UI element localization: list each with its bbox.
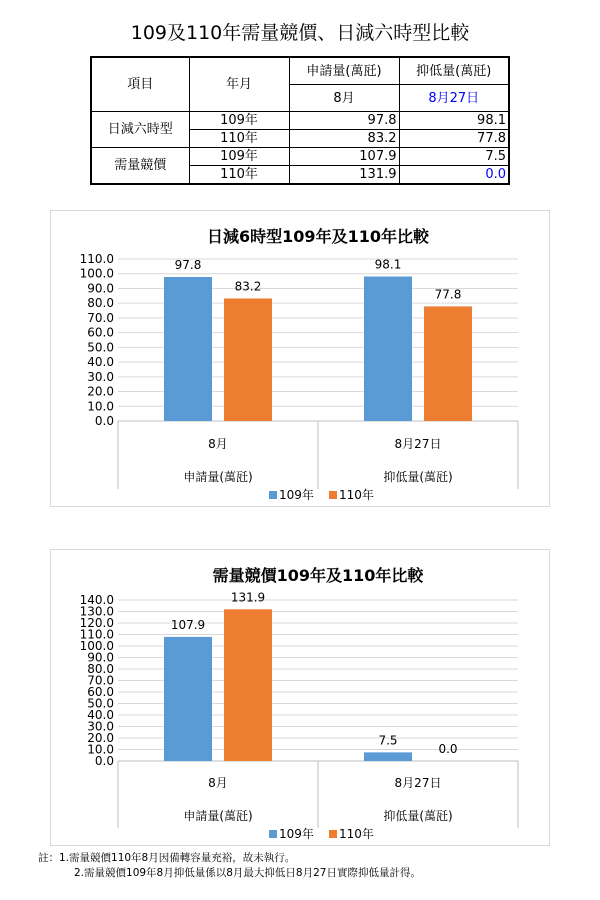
x-group-label: 抑低量(萬瓩) [383, 470, 453, 484]
chart-daily-reduction [50, 210, 550, 507]
y-tick-label: 70.0 [87, 673, 114, 688]
y-tick-label: 50.0 [87, 696, 114, 711]
data-label: 131.9 [230, 590, 266, 605]
header-cut-date: 8月27日 [399, 85, 509, 112]
legend-swatch [329, 491, 337, 499]
header-item: 項目 [91, 57, 189, 112]
x-category-label: 8月 [208, 776, 228, 790]
row-apply-value: 83.2 [289, 130, 399, 148]
y-tick-label: 20.0 [87, 384, 114, 399]
footnotes [38, 851, 421, 881]
y-tick-label: 80.0 [87, 662, 114, 676]
bar-109年-8月27日 [364, 752, 412, 761]
y-tick-label: 100.0 [79, 639, 114, 653]
x-group-label: 申請量(萬瓩) [183, 809, 253, 823]
y-tick-label: 60.0 [87, 685, 114, 699]
y-tick-label: 130.0 [79, 604, 114, 619]
y-tick-label: 90.0 [87, 281, 114, 296]
data-label: 0.0 [438, 742, 458, 756]
y-tick-label: 40.0 [87, 708, 114, 722]
x-group-label: 申請量(萬瓩) [183, 470, 253, 484]
bar-110年-8月 [224, 298, 272, 421]
x-category-label: 8月 [208, 437, 228, 451]
header-apply: 申請量(萬瓩) [289, 57, 399, 85]
legend-entry: 109年 [279, 827, 314, 841]
data-label: 83.2 [234, 279, 262, 294]
header-cut: 抑低量(萬瓩) [399, 57, 509, 85]
row-group-label: 日減六時型 [91, 112, 189, 148]
chart-title: 日減6時型109年及110年比較 [207, 227, 429, 246]
row-group-label: 需量競價 [91, 148, 189, 185]
chart-daily-reduction-svg [51, 211, 549, 506]
chart-title: 需量競價109年及110年比較 [212, 566, 424, 585]
row-cut-value: 7.5 [399, 148, 509, 166]
y-tick-label: 50.0 [87, 340, 114, 355]
y-tick-label: 60.0 [87, 325, 114, 340]
row-apply-value: 131.9 [289, 166, 399, 185]
y-tick-label: 110.0 [79, 252, 114, 266]
chart-demand-bidding [50, 549, 550, 846]
row-apply-value: 107.9 [289, 148, 399, 166]
y-tick-label: 0.0 [94, 414, 114, 428]
y-tick-label: 90.0 [87, 650, 114, 665]
x-category-label: 8月27日 [394, 776, 442, 790]
y-tick-label: 80.0 [87, 296, 114, 311]
row-apply-value: 97.8 [289, 112, 399, 130]
x-category-label: 8月27日 [394, 437, 442, 451]
y-tick-label: 20.0 [87, 731, 114, 745]
data-label: 97.8 [174, 257, 202, 272]
y-tick-label: 40.0 [87, 355, 114, 370]
row-year: 110年 [189, 130, 289, 148]
row-year: 110年 [189, 166, 289, 185]
bar-109年-8月 [164, 277, 212, 421]
header-year: 年月 [189, 57, 289, 112]
y-tick-label: 10.0 [87, 399, 114, 414]
legend-swatch [269, 830, 277, 838]
y-tick-label: 110.0 [79, 627, 114, 642]
legend-entry: 110年 [339, 827, 374, 841]
y-tick-label: 70.0 [87, 310, 114, 325]
bar-110年-8月27日 [424, 306, 472, 421]
legend-entry: 110年 [339, 488, 374, 502]
bar-109年-8月 [164, 637, 212, 761]
y-tick-label: 30.0 [87, 719, 114, 734]
chart-demand-bidding-svg [51, 550, 549, 845]
data-label: 107.9 [170, 617, 206, 632]
legend-entry: 109年 [279, 488, 314, 502]
row-cut-value: 0.0 [399, 166, 509, 185]
y-tick-label: 0.0 [94, 754, 114, 768]
summary-table [90, 56, 510, 185]
row-year: 109年 [189, 112, 289, 130]
legend-swatch [269, 491, 277, 499]
footnote-1: 註：1.需量競價110年8月因備轉容量充裕，故未執行。 [38, 852, 296, 864]
header-apply-month: 8月 [289, 85, 399, 112]
y-tick-label: 100.0 [79, 266, 114, 281]
footnote-2: 2.需量競價109年8月抑低量係以8月最大抑低日8月27日實際抑低量計得。 [74, 867, 421, 879]
y-tick-label: 140.0 [79, 593, 114, 607]
legend-swatch [329, 830, 337, 838]
y-tick-label: 10.0 [87, 742, 114, 757]
data-label: 98.1 [374, 257, 402, 272]
page-title: 109及110年需量競價、日減六時型比較 [130, 22, 470, 44]
data-label: 77.8 [434, 287, 462, 302]
data-label: 7.5 [378, 733, 398, 748]
bar-110年-8月 [224, 609, 272, 761]
row-year: 109年 [189, 148, 289, 166]
x-group-label: 抑低量(萬瓩) [383, 809, 453, 823]
y-tick-label: 30.0 [87, 369, 114, 384]
row-cut-value: 98.1 [399, 112, 509, 130]
bar-109年-8月27日 [364, 277, 412, 421]
row-cut-value: 77.8 [399, 130, 509, 148]
y-tick-label: 120.0 [79, 616, 114, 630]
